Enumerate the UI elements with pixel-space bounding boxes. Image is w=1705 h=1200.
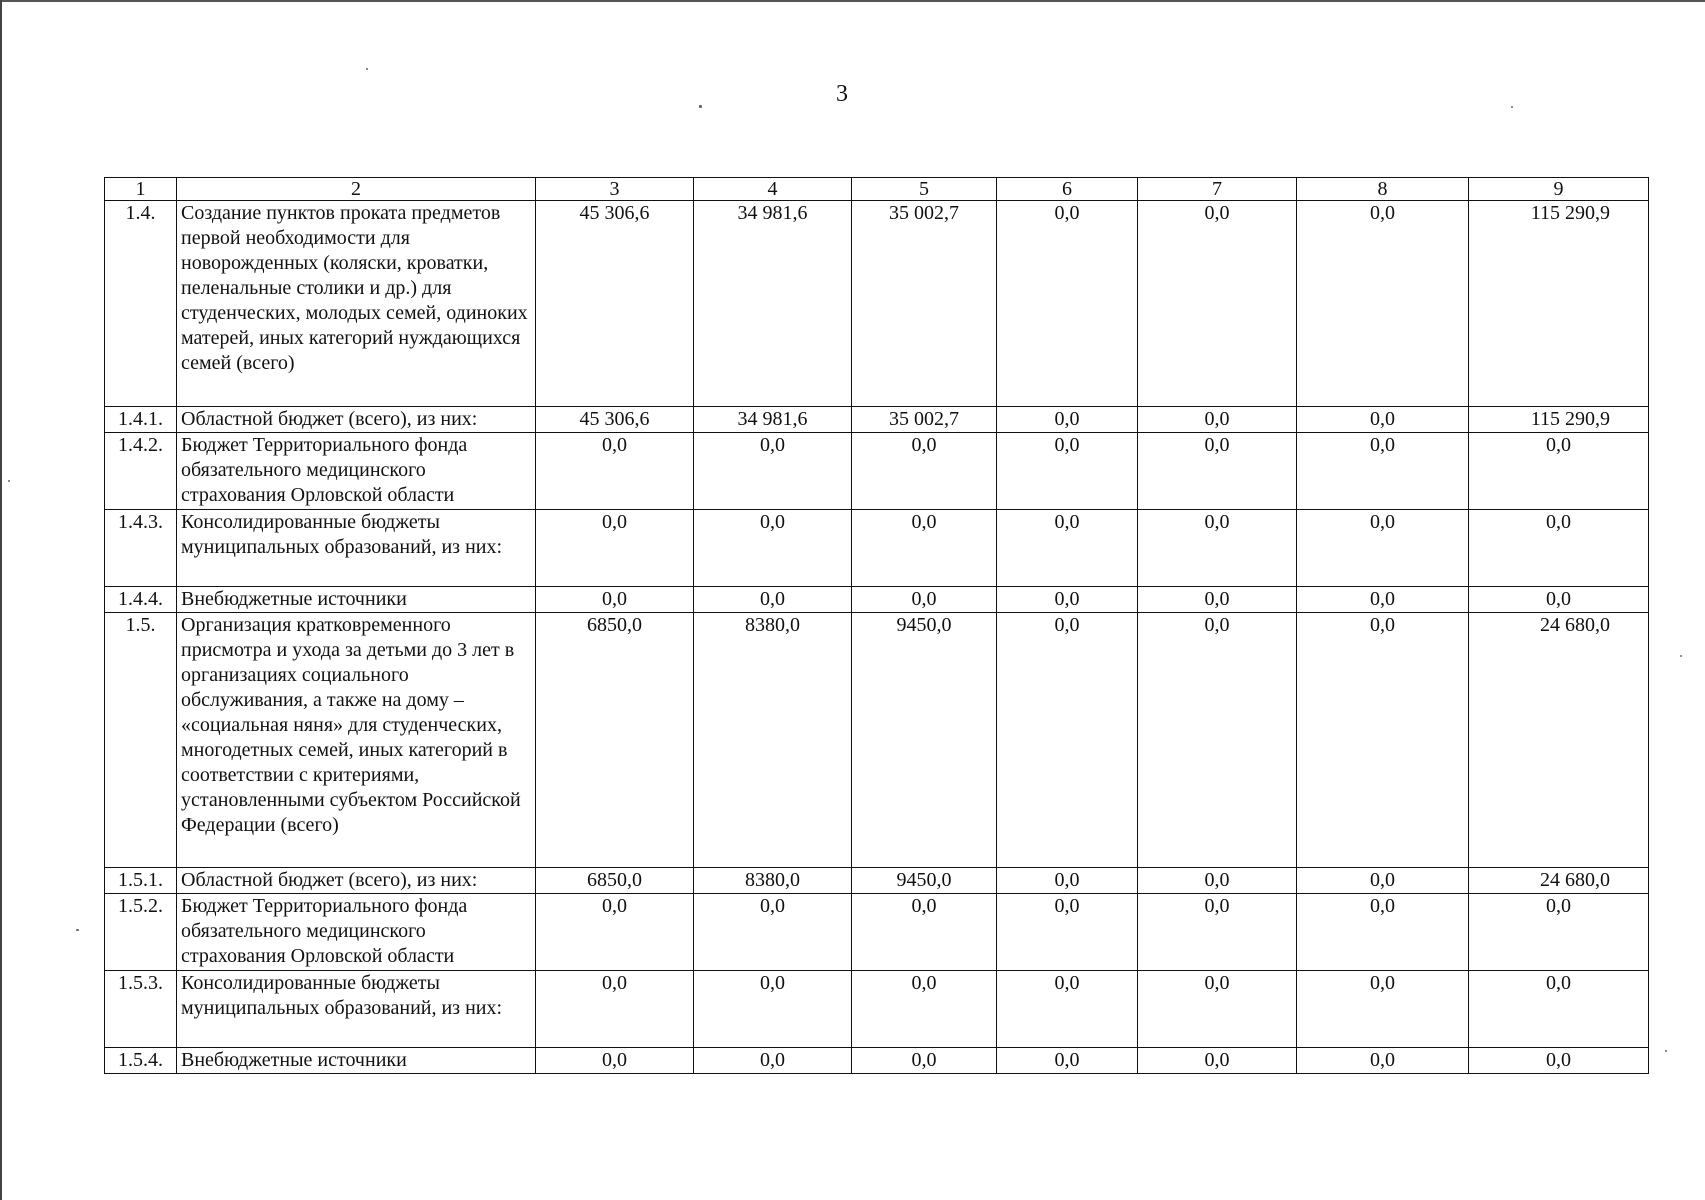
table-row: [105, 613, 1649, 868]
value-cell: 0,0: [1297, 407, 1469, 433]
value-cell: 0,0: [852, 894, 997, 971]
value-cell: 8380,0: [694, 613, 852, 868]
value-cell: 0,0: [1297, 587, 1469, 613]
scan-border-left: [0, 0, 2, 1200]
scan-speck: [1511, 106, 1513, 108]
column-header: 6: [997, 178, 1138, 201]
value-cell: 35 002,7: [852, 201, 997, 407]
total-cell: 115 290,9: [1469, 201, 1649, 407]
value-cell: 0,0: [694, 894, 852, 971]
value-cell: 0,0: [1138, 587, 1297, 613]
value-cell: 0,0: [1138, 407, 1297, 433]
value-cell: 45 306,6: [536, 201, 694, 407]
value-cell: 8380,0: [694, 868, 852, 894]
value-cell: 6850,0: [536, 613, 694, 868]
row-code: 1.4.1.: [105, 407, 177, 433]
value-cell: 0,0: [997, 407, 1138, 433]
value-cell: 0,0: [536, 433, 694, 510]
row-code: 1.4.: [105, 201, 177, 407]
table-row: [105, 1048, 1649, 1074]
total-cell: 115 290,9: [1469, 407, 1649, 433]
row-name: Консолидированные бюджеты муниципальных образований, из них:: [177, 510, 536, 587]
row-code: 1.4.2.: [105, 433, 177, 510]
table-row: [105, 868, 1649, 894]
value-cell: 34 981,6: [694, 407, 852, 433]
value-cell: 0,0: [997, 971, 1138, 1048]
table-row: [105, 510, 1649, 587]
row-code: 1.5.3.: [105, 971, 177, 1048]
row-code: 1.4.3.: [105, 510, 177, 587]
table-row: [105, 971, 1649, 1048]
table-row: [105, 587, 1649, 613]
value-cell: 0,0: [1297, 613, 1469, 868]
row-name: Бюджет Территориального фонда обязательного медицинского страхования Орловской области: [177, 894, 536, 971]
value-cell: 0,0: [536, 971, 694, 1048]
value-cell: 0,0: [694, 510, 852, 587]
total-cell: 0,0: [1469, 510, 1649, 587]
value-cell: 34 981,6: [694, 201, 852, 407]
value-cell: 35 002,7: [852, 407, 997, 433]
value-cell: 0,0: [1138, 433, 1297, 510]
value-cell: 0,0: [1138, 201, 1297, 407]
row-name: Бюджет Территориального фонда обязательного медицинского страхования Орловской области: [177, 433, 536, 510]
row-name: Областной бюджет (всего), из них:: [177, 407, 536, 433]
value-cell: 0,0: [997, 587, 1138, 613]
value-cell: 0,0: [1138, 613, 1297, 868]
scan-border-top: [0, 0, 1705, 2]
budget-table: [104, 177, 1649, 1074]
value-cell: 0,0: [1138, 868, 1297, 894]
value-cell: 6850,0: [536, 868, 694, 894]
value-cell: 0,0: [997, 868, 1138, 894]
value-cell: 9450,0: [852, 868, 997, 894]
page-number: 3: [836, 81, 848, 107]
column-number-row: [105, 178, 1649, 201]
value-cell: 0,0: [536, 510, 694, 587]
value-cell: 0,0: [1297, 433, 1469, 510]
row-code: 1.4.4.: [105, 587, 177, 613]
value-cell: 45 306,6: [536, 407, 694, 433]
value-cell: 0,0: [997, 433, 1138, 510]
row-code: 1.5.4.: [105, 1048, 177, 1074]
total-cell: 0,0: [1469, 587, 1649, 613]
row-name: Консолидированные бюджеты муниципальных образований, из них:: [177, 971, 536, 1048]
value-cell: 0,0: [852, 1048, 997, 1074]
row-code: 1.5.1.: [105, 868, 177, 894]
total-cell: 24 680,0: [1469, 868, 1649, 894]
row-name: Внебюджетные источники: [177, 1048, 536, 1074]
value-cell: 0,0: [997, 201, 1138, 407]
scan-speck: [699, 105, 702, 108]
row-name: Создание пунктов проката предметов первой необходимости для новорожденных (коляски, кроватки, пеленальные столики и др.) для студенческих, молодых семей, одиноких матерей, иных категорий нуждающихся семей (всего): [177, 201, 536, 407]
value-cell: 0,0: [997, 1048, 1138, 1074]
scan-speck: [8, 480, 10, 482]
value-cell: 0,0: [1297, 510, 1469, 587]
value-cell: 0,0: [852, 971, 997, 1048]
value-cell: 0,0: [694, 433, 852, 510]
total-cell: 0,0: [1469, 894, 1649, 971]
value-cell: 0,0: [536, 1048, 694, 1074]
column-header: 5: [852, 178, 997, 201]
row-name: Областной бюджет (всего), из них:: [177, 868, 536, 894]
value-cell: 0,0: [536, 587, 694, 613]
value-cell: 0,0: [1297, 894, 1469, 971]
column-header: 8: [1297, 178, 1469, 201]
total-cell: 0,0: [1469, 433, 1649, 510]
column-header: 9: [1469, 178, 1649, 201]
value-cell: 0,0: [997, 894, 1138, 971]
value-cell: 0,0: [1138, 1048, 1297, 1074]
value-cell: 0,0: [1297, 971, 1469, 1048]
value-cell: 0,0: [1297, 868, 1469, 894]
column-header: 7: [1138, 178, 1297, 201]
value-cell: 0,0: [536, 894, 694, 971]
scan-speck: [366, 68, 368, 70]
row-name: Организация кратковременного присмотра и ухода за детьми до 3 лет в организациях социального обслуживания, а также на дому – «социальная няня» для студенческих, многодетных семей, иных категорий в соответствии с критериями, установленными субъектом Российской Федерации (всего): [177, 613, 536, 868]
value-cell: 0,0: [1297, 201, 1469, 407]
total-cell: 0,0: [1469, 971, 1649, 1048]
value-cell: 0,0: [1138, 971, 1297, 1048]
table-row: [105, 433, 1649, 510]
value-cell: 0,0: [1138, 894, 1297, 971]
value-cell: 0,0: [997, 510, 1138, 587]
scan-speck: [76, 929, 79, 931]
total-cell: 0,0: [1469, 1048, 1649, 1074]
value-cell: 0,0: [852, 510, 997, 587]
column-header: 2: [177, 178, 536, 201]
table-row: [105, 407, 1649, 433]
value-cell: 9450,0: [852, 613, 997, 868]
value-cell: 0,0: [694, 1048, 852, 1074]
column-header: 1: [105, 178, 177, 201]
value-cell: 0,0: [1138, 510, 1297, 587]
scan-speck: [1665, 1050, 1667, 1052]
value-cell: 0,0: [694, 971, 852, 1048]
value-cell: 0,0: [1297, 1048, 1469, 1074]
table-row: [105, 894, 1649, 971]
column-header: 4: [694, 178, 852, 201]
table-row: [105, 201, 1649, 407]
value-cell: 0,0: [852, 433, 997, 510]
value-cell: 0,0: [694, 587, 852, 613]
scan-speck: [1680, 655, 1682, 657]
value-cell: 0,0: [997, 613, 1138, 868]
row-code: 1.5.: [105, 613, 177, 868]
column-header: 3: [536, 178, 694, 201]
total-cell: 24 680,0: [1469, 613, 1649, 868]
row-code: 1.5.2.: [105, 894, 177, 971]
value-cell: 0,0: [852, 587, 997, 613]
row-name: Внебюджетные источники: [177, 587, 536, 613]
